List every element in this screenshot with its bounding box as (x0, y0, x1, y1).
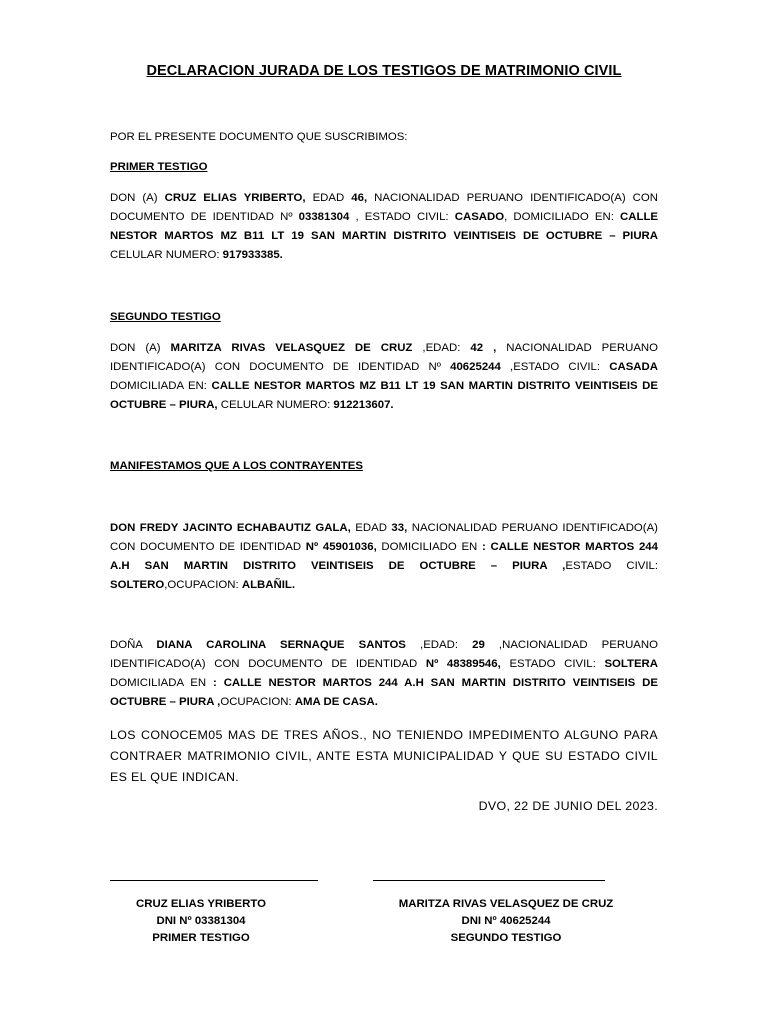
groom-dni: Nº 45901036, (305, 541, 377, 553)
intro-text: POR EL PRESENTE DOCUMENTO QUE SUSCRIBIMOS: (110, 131, 408, 143)
text-segment: EDAD (350, 522, 392, 534)
witness-age: 46, (351, 192, 368, 204)
bride-dni: Nº 48389546, (425, 658, 501, 670)
text-segment: ESTADO CIVIL: (500, 658, 605, 670)
witness-civil-status: CASADA (609, 361, 658, 373)
bride-age: 29 (472, 639, 485, 651)
signature-line-second (373, 880, 605, 881)
signature-dni: DNI Nº 03381304 (156, 915, 246, 927)
text-segment: , DOMICILIADO EN: (504, 211, 621, 223)
text-segment: DOMICILIADA EN: (110, 380, 212, 392)
document-date: DVO, 22 DE JUNIO DEL 2023. (478, 799, 658, 813)
text-segment: NACIONALIDAD PERUANO IDENTIFICADO(A) CON DOCUMENTO DE IDENTIDAD Nº (110, 192, 658, 223)
groom-name: DON FREDY JACINTO ECHABAUTIZ GALA, (110, 522, 351, 534)
text-segment: ,OCUPACION: (164, 579, 242, 591)
witness-age: 42 , (470, 342, 497, 354)
text-segment: OCUPACION: (220, 696, 295, 708)
text-segment: ,EDAD: (412, 342, 471, 354)
text-segment: ,NACIONALIDAD PERUANO IDENTIFICADO(A) CON DOCUMENTO DE IDENTIDAD (110, 639, 658, 670)
bride-civil-status: SOLTERA (604, 658, 659, 670)
text-segment: , ESTADO CIVIL: (349, 211, 455, 223)
text-segment: CELULAR NUMERO: (110, 249, 223, 261)
groom-occupation: ALBAÑIL. (241, 579, 296, 591)
text-segment: DOMICILIADO EN (376, 541, 482, 553)
witness-name: CRUZ ELIAS YRIBERTO, (164, 192, 306, 204)
groom-address: : CALLE NESTOR MARTOS 244 A.H SAN MARTIN DISTRITO VEINTISEIS DE OCTUBRE – PIURA , (110, 541, 658, 572)
document-title: DECLARACION JURADA DE LOS TESTIGOS DE MATRIMONIO CIVIL (146, 63, 622, 79)
bride-address: : CALLE NESTOR MARTOS 244 A.H SAN MARTIN DISTRITO VEINTISEIS DE OCTUBRE – PIURA , (110, 677, 658, 708)
text-segment: DON (A) (110, 192, 165, 204)
text-segment: NACIONALIDAD PERUANO IDENTIFICADO(A) CON DOCUMENTO DE IDENTIDAD (110, 522, 658, 553)
witness-name: MARITZA RIVAS VELASQUEZ DE CRUZ (170, 342, 413, 354)
witness-phone: 912213607. (333, 399, 394, 411)
signature-line-first (110, 880, 318, 881)
text-segment: DOÑA (110, 639, 157, 651)
first-witness-paragraph (110, 189, 658, 265)
text-segment: ,EDAD: (405, 639, 473, 651)
second-witness-heading: SEGUNDO TESTIGO (110, 311, 221, 323)
text-segment: EDAD (305, 192, 352, 204)
signature-name: CRUZ ELIAS YRIBERTO (136, 898, 266, 910)
text-segment: CELULAR NUMERO: (217, 399, 334, 411)
text-segment: ,ESTADO CIVIL: (500, 361, 610, 373)
bride-occupation: AMA DE CASA. (294, 696, 378, 708)
witness-dni: 03381304 (298, 211, 350, 223)
witness-civil-status: CASADO (454, 211, 505, 223)
first-witness-signature (110, 896, 292, 947)
witness-dni: 40625244 (450, 361, 501, 373)
signature-role: PRIMER TESTIGO (152, 932, 250, 944)
text-segment: DON (A) (110, 342, 171, 354)
text-segment: ESTADO CIVIL: (565, 560, 658, 572)
text-segment: NACIONALIDAD PERUANO IDENTIFICADO(A) CON DOCUMENTO DE IDENTIDAD Nº (110, 342, 659, 373)
signature-dni: DNI Nº 40625244 (461, 915, 551, 927)
groom-paragraph (110, 519, 658, 595)
text-segment: DOMICILIADA EN (110, 677, 214, 689)
groom-civil-status: SOLTERO (110, 579, 165, 591)
first-witness-heading: PRIMER TESTIGO (110, 161, 208, 173)
second-witness-signature (386, 896, 626, 947)
witness-address: CALLE NESTOR MARTOS MZ B11 LT 19 SAN MARTIN DISTRITO VEINTISEIS DE OCTUBRE – PIURA, (110, 380, 658, 411)
groom-age: 33, (391, 522, 408, 534)
witness-phone: 917933385. (222, 249, 283, 261)
witness-address: CALLE NESTOR MARTOS MZ B11 LT 19 SAN MARTIN DISTRITO VEINTISEIS DE OCTUBRE – PIURA (110, 211, 659, 242)
signature-role: SEGUNDO TESTIGO (450, 932, 562, 944)
bride-name: DIANA CAROLINA SERNAQUE SANTOS (156, 639, 406, 651)
second-witness-paragraph (110, 339, 658, 415)
bride-paragraph (110, 636, 658, 712)
signature-name: MARITZA RIVAS VELASQUEZ DE CRUZ (398, 898, 614, 910)
closing-statement: LOS CONOCEM05 MAS DE TRES AÑOS., NO TENIENDO IMPEDIMENTO ALGUNO PARA CONTRAER MATRIMONIO CIVIL, ANTE ESTA MUNICIPALIDAD Y QUE SU ESTADO CIVIL ES EL QUE INDICAN. (110, 728, 658, 784)
contracting-parties-heading: MANIFESTAMOS QUE A LOS CONTRAYENTES (110, 460, 363, 472)
